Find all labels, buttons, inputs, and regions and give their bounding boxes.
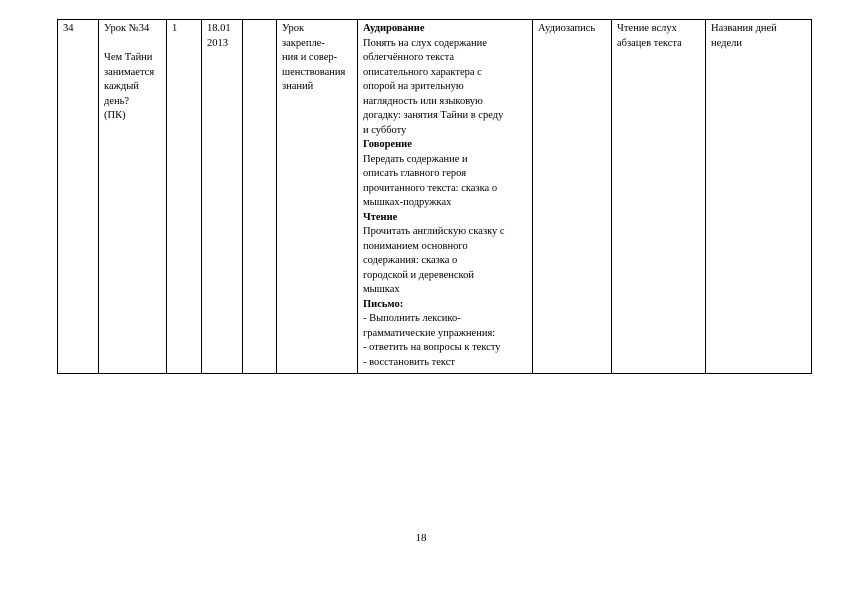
lesson-number-cell <box>58 20 99 374</box>
materials-cell <box>533 20 612 374</box>
notes-value: Названия дней недели <box>711 23 777 49</box>
activity-text: Передать содержание и описать главного героя прочитанного текста: сказка о мышках-подружках <box>363 153 498 208</box>
activity-reading <box>363 211 528 298</box>
activity-heading: Письмо: <box>363 298 404 310</box>
date-cell <box>202 20 243 374</box>
empty-cell <box>243 20 277 374</box>
table-row <box>58 20 812 374</box>
hours-value: 1 <box>172 23 178 34</box>
hours-cell <box>167 20 202 374</box>
lesson-title-cell <box>99 20 167 374</box>
activity-speaking <box>363 138 528 211</box>
materials-value: Аудиозапись <box>538 23 596 34</box>
activity-listening <box>363 22 528 138</box>
activity-writing <box>363 298 528 371</box>
activity-heading: Говорение <box>363 139 412 150</box>
lesson-number: 34 <box>63 23 74 34</box>
lesson-type-cell <box>277 20 358 374</box>
activity-text: - Выполнить лексико- грамматические упражнения: - ответить на вопросы к тексту - восстановить текст <box>363 313 501 368</box>
activity-text: Прочитать английскую сказку с пониманием основного содержания: сказка о городской и деревенской мышках <box>363 226 505 295</box>
notes-cell <box>706 20 812 374</box>
lesson-plan-table <box>57 19 812 374</box>
page-number: 18 <box>415 532 427 544</box>
lesson-date: 18.01 2013 <box>207 23 231 49</box>
activity-text: Понять на слух содержание облегчённого текста описательного характера с опорой на зрительную наглядность или языковую догадку: занятия Тайни в среду и субботу <box>363 37 504 136</box>
activity-heading: Аудирование <box>363 23 425 34</box>
lesson-title: Урок №34 Чем Тайни занимается каждый день? (ПК) <box>104 23 155 121</box>
homework-value: Чтение вслух абзацев текста <box>617 23 682 49</box>
activity-heading: Чтение <box>363 211 398 223</box>
homework-cell <box>612 20 706 374</box>
lesson-type: Урок закрепле- ния и совер- шенствования знаний <box>282 23 346 92</box>
activities-cell <box>358 20 533 374</box>
